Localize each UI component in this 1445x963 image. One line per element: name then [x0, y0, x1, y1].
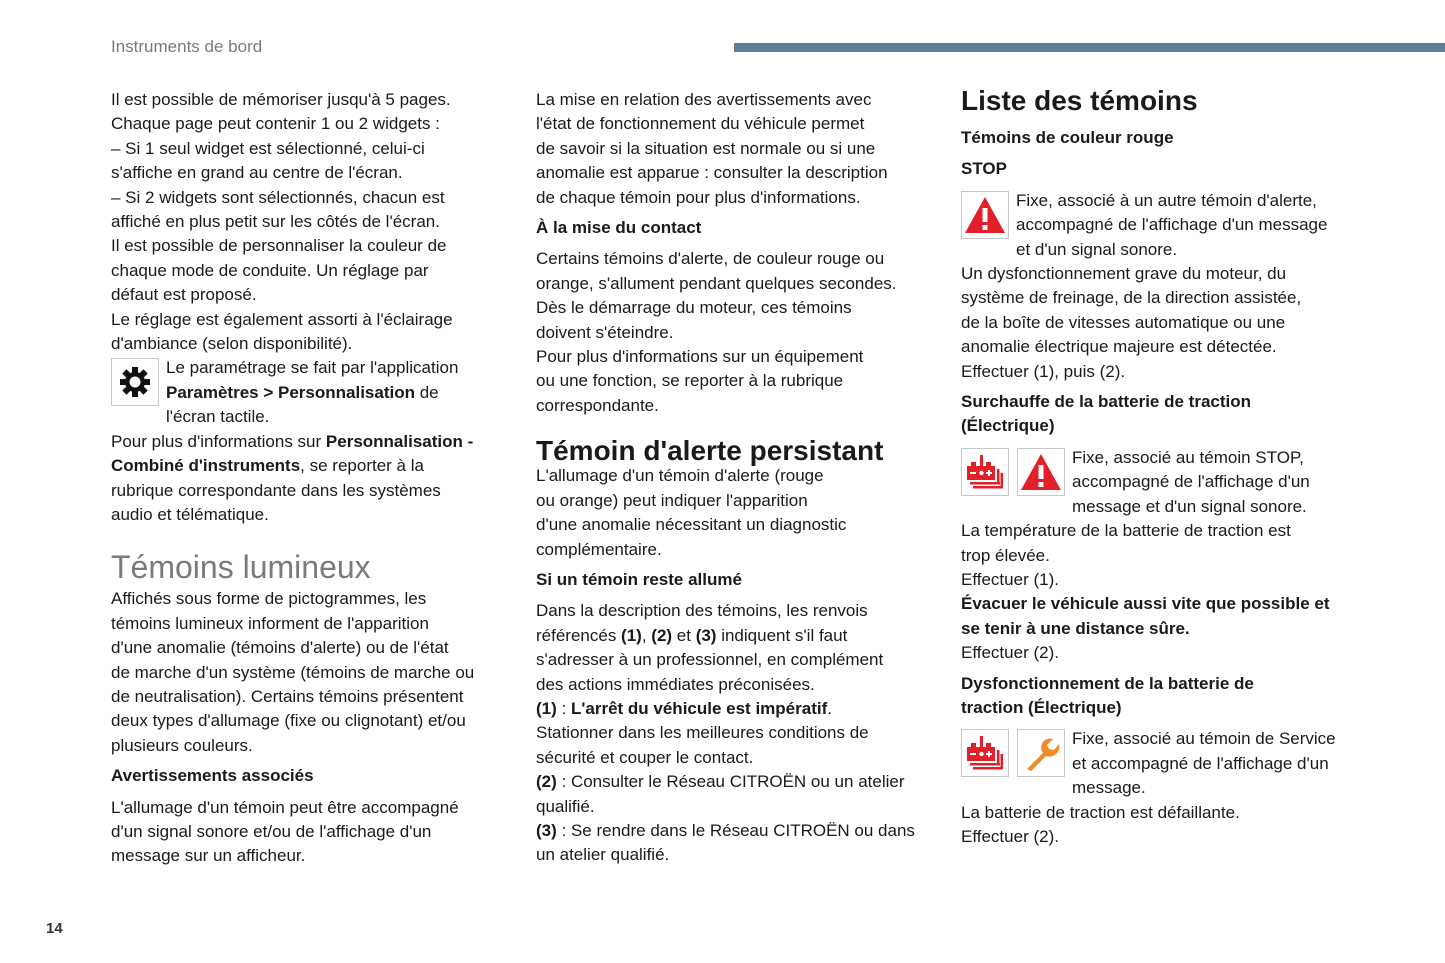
text-line: de neutralisation). Certains témoins présentent	[111, 686, 464, 706]
text-line	[536, 819, 936, 843]
bold-text: (3)	[536, 820, 557, 840]
text-line: défaut est proposé.	[111, 285, 257, 305]
indicator-icons	[961, 729, 1065, 777]
text-line: Témoins de couleur rouge	[961, 128, 1174, 147]
paragraph	[111, 587, 511, 758]
text-line: ou une fonction, se reporter à la rubrique	[536, 371, 844, 391]
bold-text: Paramètres > Personnalisation	[166, 382, 415, 402]
bold-text: (2)	[651, 625, 673, 645]
text-line: l'écran tactile.	[166, 407, 270, 427]
text-line: témoins lumineux informent de l'apparition	[111, 613, 429, 633]
text-line: – Si 2 widgets sont sélectionnés, chacun est	[111, 187, 445, 207]
text-line: L'allumage d'un témoin d'alerte (rouge	[536, 466, 824, 486]
text-line: Liste des témoins	[961, 85, 1198, 116]
bold-text: se tenir à une distance sûre.	[961, 618, 1190, 638]
text-line: Effectuer (2).	[961, 826, 1059, 846]
text-line: et d'un signal sonore.	[1016, 239, 1178, 259]
text-line: Chaque page peut contenir 1 ou 2 widgets :	[111, 114, 440, 134]
text-line: plusieurs couleurs.	[111, 735, 253, 755]
paragraph	[111, 88, 511, 356]
indicator-paragraph	[961, 189, 1371, 384]
text-line: d'ambiance (selon disponibilité).	[111, 334, 353, 354]
text-line: À la mise du contact	[536, 218, 702, 238]
battery-temperature-icon	[961, 729, 1009, 777]
text-line	[111, 454, 511, 478]
text-line: Surchauffe de la batterie de traction	[961, 392, 1252, 412]
bold-text: (1)	[621, 625, 642, 645]
text-line: des actions immédiates préconisées.	[536, 674, 815, 694]
text-line: traction (Électrique)	[961, 697, 1122, 717]
text-line: La batterie de traction est défaillante.	[961, 802, 1240, 822]
running-header: Instruments de bord	[111, 37, 263, 56]
bold-text: Personnalisation -	[325, 431, 474, 451]
indicator-icons	[961, 191, 1009, 239]
text-line: accompagné de l'affichage d'un	[1072, 472, 1310, 492]
text-line: Certains témoins d'alerte, de couleur rouge ou	[536, 249, 885, 269]
text-line: et accompagné de l'affichage d'un	[1072, 753, 1329, 773]
text-line: correspondante.	[536, 395, 659, 415]
text-line: Fixe, associé au témoin de Service	[1072, 729, 1336, 749]
indicator-icons	[961, 448, 1065, 496]
text-line: Effectuer (1).	[961, 569, 1059, 589]
column-3	[961, 85, 1371, 849]
subheading	[536, 568, 936, 592]
column-1	[111, 88, 511, 869]
text-line: La mise en relation des avertissements avec	[536, 90, 872, 109]
section-heading	[961, 82, 1371, 120]
text-line	[961, 592, 1371, 616]
paragraph	[536, 599, 936, 867]
text-line: d'un signal sonore et/ou de l'affichage d'un	[111, 821, 432, 841]
text-line	[111, 381, 511, 405]
header-bar	[734, 43, 1445, 52]
text-line	[536, 624, 936, 648]
text-line: de marche d'un système (témoins de marche ou	[111, 662, 475, 682]
text-line: de chaque témoin pour plus d'informations.	[536, 187, 861, 207]
column-2	[536, 88, 936, 868]
subheading	[961, 390, 1371, 439]
text-line: message sur un afficheur.	[111, 846, 306, 866]
text-line: affiché en plus petit sur les côtés de l'écran.	[111, 212, 440, 232]
text-line: de savoir si la situation est normale ou si une	[536, 138, 876, 158]
text-line: deux types d'allumage (fixe ou clignotant) et/ou	[111, 711, 466, 731]
text-line: Affichés sous forme de pictogrammes, les	[111, 589, 427, 609]
text-line: un atelier qualifié.	[536, 845, 670, 865]
text-line: Avertissements associés	[111, 766, 314, 786]
indicator-icons	[111, 358, 159, 406]
text-line: de la boîte de vitesses automatique ou une	[961, 312, 1286, 332]
text-line: STOP	[961, 159, 1007, 179]
text-line: accompagné de l'affichage d'un message	[1016, 215, 1328, 235]
section-heading	[111, 547, 511, 587]
text-line: Un dysfonctionnement grave du moteur, du	[961, 264, 1287, 284]
paragraph	[536, 247, 936, 418]
text-line: complémentaire.	[536, 539, 662, 559]
text-segment: : Consulter le Réseau CITROËN ou un atelier	[556, 772, 905, 792]
text-line	[536, 770, 936, 794]
bold-text: Combiné d'instruments	[111, 456, 301, 476]
text-line: Si un témoin reste allumé	[536, 569, 742, 589]
text-segment: :	[556, 698, 571, 718]
text-line: s'adresser à un professionnel, en complément	[536, 650, 884, 670]
text-segment: et	[672, 625, 696, 645]
text-segment: , se reporter à la	[300, 456, 424, 476]
text-line	[961, 617, 1371, 641]
text-line: – Si 1 seul widget est sélectionné, celui-ci	[111, 138, 425, 158]
bold-text: (3)	[695, 625, 717, 645]
text-line: Fixe, associé au témoin STOP,	[1072, 447, 1304, 467]
text-line: Le paramétrage se fait par l'application	[166, 358, 459, 378]
text-line: Effectuer (2).	[961, 643, 1059, 663]
warning-triangle-icon	[1017, 448, 1065, 496]
bold-text: L'arrêt du véhicule est impératif	[570, 698, 828, 718]
text-line: rubrique correspondante dans les systèmes	[111, 480, 441, 500]
page-number: 14	[46, 920, 63, 937]
bold-text: (1)	[536, 698, 557, 718]
text-line: sécurité et couper le contact.	[536, 747, 754, 767]
text-line: l'état de fonctionnement du véhicule permet	[536, 114, 865, 134]
text-line: doivent s'éteindre.	[536, 322, 674, 342]
text-line: Témoins lumineux	[111, 549, 371, 586]
subheading	[961, 157, 1371, 181]
text-line: Pour plus d'informations sur un équipement	[536, 347, 864, 367]
subheading	[961, 126, 1371, 150]
text-line: Témoin d'alerte persistant	[536, 435, 884, 467]
text-line: s'affiche en grand au centre de l'écran.	[111, 163, 403, 183]
warning-triangle-icon	[961, 191, 1009, 239]
text-line: message et d'un signal sonore.	[1072, 496, 1307, 516]
indicator-paragraph	[111, 356, 511, 429]
paragraph	[111, 430, 511, 528]
text-line	[536, 697, 936, 721]
text-line: L'allumage d'un témoin peut être accompagné	[111, 797, 459, 817]
text-segment: de	[414, 382, 439, 402]
text-segment: indiquent s'il faut	[716, 625, 848, 645]
text-segment: : Se rendre dans le Réseau CITROËN ou dans	[556, 820, 915, 840]
text-line: Il est possible de personnaliser la couleur de	[111, 236, 447, 256]
text-line: message.	[1072, 778, 1146, 798]
battery-temperature-icon	[961, 448, 1009, 496]
text-line: Effectuer (1), puis (2).	[961, 361, 1126, 381]
wrench-icon	[1017, 729, 1065, 777]
text-line: Le réglage est également assorti à l'éclairage	[111, 309, 453, 329]
text-line: Stationner dans les meilleures conditions de	[536, 723, 869, 743]
text-line: ou orange) peut indiquer l'apparition	[536, 490, 808, 510]
text-line: La température de la batterie de traction est	[961, 521, 1291, 541]
text-line: Il est possible de mémoriser jusqu'à 5 pages.	[111, 90, 451, 109]
text-line: Dès le démarrage du moteur, ces témoins	[536, 298, 852, 318]
text-segment: Pour plus d'informations sur	[111, 431, 326, 451]
paragraph	[111, 796, 511, 869]
bold-text: Évacuer le véhicule aussi vite que possible et	[961, 594, 1330, 614]
text-line: chaque mode de conduite. Un réglage par	[111, 260, 429, 280]
text-line: audio et télématique.	[111, 504, 269, 524]
text-line: Dysfonctionnement de la batterie de	[961, 673, 1254, 693]
text-segment: référencés	[536, 625, 622, 645]
text-line: Fixe, associé à un autre témoin d'alerte,	[1016, 190, 1317, 210]
text-line: anomalie est apparue : consulter la description	[536, 163, 888, 183]
subheading	[961, 672, 1371, 721]
text-line: anomalie électrique majeure est détectée.	[961, 337, 1277, 357]
bold-text: (2)	[536, 772, 557, 792]
text-line: Dans la description des témoins, les renvois	[536, 601, 868, 621]
text-line: (Électrique)	[961, 416, 1055, 436]
text-line: d'une anomalie (témoins d'alerte) ou de l'état	[111, 638, 449, 658]
text-line	[111, 430, 511, 454]
indicator-paragraph	[961, 446, 1371, 666]
paragraph	[536, 464, 936, 562]
text-line: d'une anomalie nécessitant un diagnostic	[536, 515, 847, 535]
text-segment: .	[827, 698, 832, 718]
text-line: trop élevée.	[961, 545, 1050, 565]
text-line: qualifié.	[536, 796, 595, 816]
text-line: orange, s'allument pendant quelques secondes.	[536, 273, 897, 293]
paragraph	[536, 88, 936, 210]
indicator-paragraph	[961, 727, 1371, 849]
text-line: système de freinage, de la direction assistée,	[961, 288, 1302, 308]
subheading	[536, 216, 936, 240]
gear-icon	[111, 358, 159, 406]
text-segment: ,	[641, 625, 652, 645]
subheading	[111, 764, 511, 788]
